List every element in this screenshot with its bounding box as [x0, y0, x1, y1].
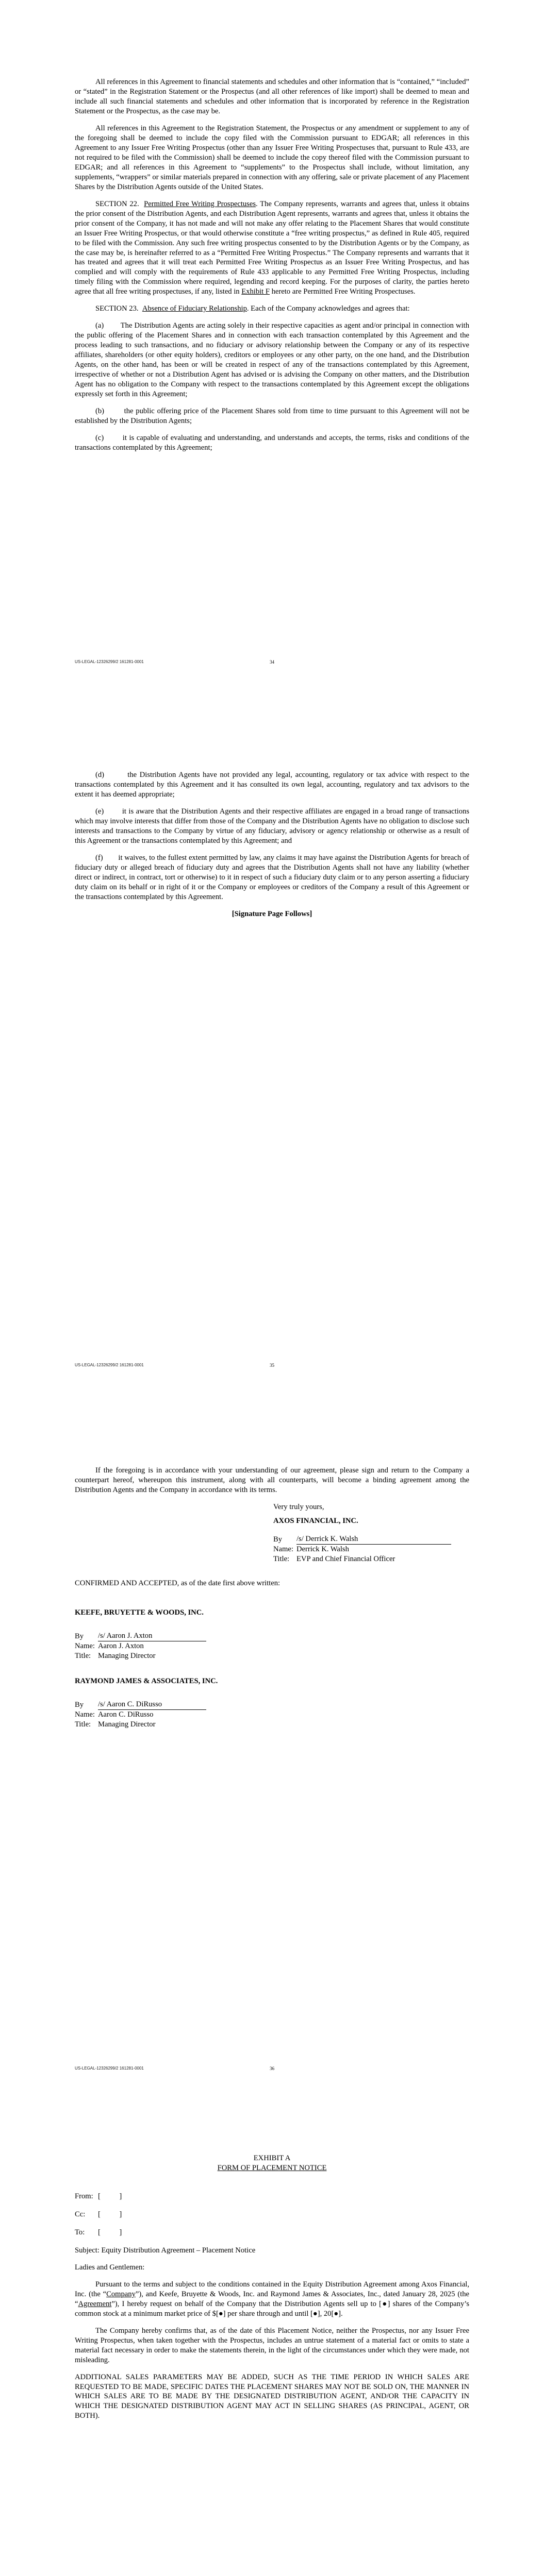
section-body: hereto are Permitted Free Writing Prospectuses.: [269, 287, 416, 296]
signature: /s/ Aaron C. DiRusso: [98, 1700, 206, 1710]
signer-name: Name: Aaron J. Axton: [75, 1641, 144, 1650]
agent-name: RAYMOND JAMES & ASSOCIATES, INC.: [75, 1676, 218, 1685]
confirmed-accepted: CONFIRMED AND ACCEPTED, as of the date first above written:: [75, 1579, 281, 1587]
item-label: (c): [95, 434, 104, 442]
defined-term: Agreement: [78, 2299, 112, 2308]
document-page-35: [0, 703, 544, 1406]
item-text: the Distribution Agents have not provided any legal, accounting, regulatory or tax advice with respect to the transactions contemplated by this Agreement and it has consulted its own legal, accounting, regulatory and tax advisors to the extent it has deemed appropriate;: [75, 771, 469, 799]
page-content: [75, 77, 469, 460]
to-field: To: [ ]: [75, 2228, 122, 2236]
page-footer: [75, 659, 469, 667]
paragraph-caps: ADDITIONAL SALES PARAMETERS MAY BE ADDED, SUCH AS THE TIME PERIOD IN WHICH SALES ARE REQUESTED TO BE MADE, SPECIFIC DATES THE PLACEMENT SHARES MAY NOT BE SOLD ON, THE MANNER IN WHICH SALES ARE TO BE MADE BY THE DESIGNATED DISTRIBUTION AGENT, AND/OR THE CAPACITY IN WHICH THE DESIGNATED DISTRIBUTION AGENT MAY ACT IN SELLING SHARES (AS PRINCIPAL, AGENT, OR BOTH).: [75, 2372, 469, 2420]
signature-line: [273, 1534, 469, 1545]
section-number: SECTION 22.: [95, 199, 139, 208]
signer-name: Name: Aaron C. DiRusso: [75, 1710, 154, 1719]
section-body: . Each of the Company acknowledges and agrees that:: [246, 304, 410, 313]
by-label: By: [75, 1700, 84, 1709]
signature: /s/ Aaron J. Axton: [98, 1631, 206, 1641]
page-content: [75, 770, 469, 919]
defined-term: Company: [106, 2290, 136, 2298]
signer-title: Title: EVP and Chief Financial Officer: [273, 1554, 395, 1563]
closing: Very truly yours,: [273, 1502, 324, 1511]
section-23: [75, 304, 469, 314]
salutation: Ladies and Gentlemen:: [75, 2263, 145, 2272]
list-item: [75, 406, 469, 426]
section-body: . The Company represents, warrants and agrees that, unless it obtains the prior consent of the Distribution Agents, and each Distribution Agent represents, warrants and agrees that, unless it obtains the prior consent of the Company, it has not made and will not make any offer relating to the Placement Shares that would constitute an Issuer Free Writing Prospectus, or that would otherwise constitute a “free writing prospectus,” as defined in Rule 405, required to be filed with the Commission. Any such free writing prospectus consented to by the Distribution Agents or by the Company, as the case may be, is hereinafter referred to as a “Permitted Free Writing Prospectus.” The Company represents and warrants that it has treated and agrees that it will treat each Permitted Free Writing Prospectus as an Issuer Free Writing Prospectus, and has complied and will comply with the requirements of Rule 433 applicable to any Permitted Free Writing Prospectus, including timely filing with the Commission where required, legending and record keeping. For the purposes of clarity, the parties hereto agree that all free writing prospectuses, if any, listed in: [75, 199, 470, 296]
item-text: it is aware that the Distribution Agents and their respective affiliates are engaged in a broad range of transactions which may involve interests that differ from those of the Company and the Distribution Agents have no obligation to disclose such interests and transactions to the Company by virtue of any fiduciary, advisory or agency relationship or otherwise as a result of this Agreement or the transactions contemplated by this Agreement; and: [75, 807, 469, 845]
list-item: [75, 853, 469, 902]
by-label: By: [273, 1535, 283, 1544]
item-label: (e): [95, 807, 104, 816]
cc-field: Cc: [ ]: [75, 2210, 122, 2218]
signature-line: [75, 1700, 469, 1710]
page-content: [75, 2154, 469, 2428]
document-page-34: [0, 0, 544, 703]
form-title: FORM OF PLACEMENT NOTICE: [217, 2163, 327, 2172]
signature-page-follows: [Signature Page Follows]: [232, 909, 312, 918]
section-22: [75, 199, 469, 297]
item-text: it is capable of evaluating and understanding, and understands and accepts, the terms, risks and conditions of the transactions contemplated by this Agreement;: [75, 434, 470, 452]
list-item: [75, 321, 469, 399]
paragraph: All references in this Agreement to the Registration Statement, the Prospectus or any amendment or supplement to any of the foregoing shall be deemed to include the copy filed with the Commission pursuant to EDGAR; all references in this Agreement to any Issuer Free Writing Prospectus (other than any Issuer Free Writing Prospectuses that, pursuant to Rule 433, are not required to be filed with the Commission) shall be deemed to include the copy thereof filed with the Commission pursuant to EDGAR; and all references in this Agreement to “supplements” to the Prospectus shall include, without limitation, any supplements, “wrappers” or similar materials prepared in connection with any offering, sale or private placement of any Placement Shares by the Distribution Agents outside of the United States.: [75, 124, 469, 191]
exhibit-reference: Exhibit F: [241, 287, 270, 296]
signer-title: Title: Managing Director: [75, 1720, 156, 1728]
paragraph: The Company hereby confirms that, as of the date of this Placement Notice, neither the Prospectus, nor any Issuer Free Writing Prospectus, when taken together with the Prospectus, includes an untrue statement of a material fact or omits to state a material fact necessary in order to make the statements therein, in the light of the circumstances under which they were made, not misleading.: [75, 2326, 469, 2364]
page-number: 35: [270, 1363, 274, 1368]
paragraph: Pursuant to the terms and subject to the conditions contained in the Equity Distribution Agreement among Axos Financial, Inc. (the “Company”), and Keefe, Bruyette & Woods, Inc. and Raymond James & Associates, Inc., dated January 28, 2025 (the “Agreement”), I hereby request on behalf of the Company that the Distribution Agents sell up to [●] shares of the Company’s common stock at a minimum market price of $[●] per share through and until [●], 20[●].: [75, 2280, 470, 2318]
item-label: (b): [95, 407, 105, 416]
signature: /s/ Derrick K. Walsh: [296, 1534, 451, 1545]
section-title: Absence of Fiduciary Relationship: [142, 304, 247, 313]
closing-paragraph: If the foregoing is in accordance with your understanding of our agreement, please sign and return to the Company a counterpart hereof, whereupon this instrument, along with all counterparts, will become a binding agreement among the Distribution Agents and the Company in accordance with its terms.: [75, 1466, 469, 1494]
item-text: it waives, to the fullest extent permitted by law, any claims it may have against the Distribution Agents for breach of fiduciary duty or alleged breach of fiduciary duty and agrees that the Distribution Agents shall not have any liability (whether direct or indirect, in contract, tort or otherwise) to it in respect of such a fiduciary duty claim or to any person asserting a fiduciary duty claim on its behalf or in right of it or the Company or employees or creditors of the Company a result of this Agreement or the transactions contemplated by this Agreement.: [75, 853, 470, 901]
signer-title: Title: Managing Director: [75, 1651, 156, 1660]
document-page-36: [0, 1406, 544, 2110]
exhibit-heading: EXHIBIT A: [253, 2154, 291, 2162]
paragraph: All references in this Agreement to financial statements and schedules and other information that is “contained,” “included” or “stated” in the Registration Statement or the Prospectus (and all other references of like import) shall be deemed to mean and include all such financial statements and schedules and other information that is incorporated by reference in the Registration Statement or the Prospectus, as the case may be.: [75, 78, 469, 115]
item-label: (d): [95, 771, 105, 779]
by-label: By: [75, 1632, 84, 1640]
document-id: US-LEGAL-12326299/2 161281-0001: [75, 659, 144, 664]
item-label: (f): [95, 853, 103, 862]
item-text: the public offering price of the Placement Shares sold from time to time pursuant to this Agreement will not be established by the Distribution Agents;: [75, 407, 469, 426]
agent-name: KEEFE, BRUYETTE & WOODS, INC.: [75, 1608, 204, 1617]
page-number: 34: [270, 659, 274, 665]
from-field: From: [ ]: [75, 2192, 122, 2200]
item-label: (a): [95, 321, 104, 330]
document-id: US-LEGAL-12326299/2 161281-0001: [75, 1363, 144, 1367]
company-name: AXOS FINANCIAL, INC.: [273, 1516, 358, 1525]
signer-name: Name: Derrick K. Walsh: [273, 1545, 349, 1553]
section-title: Permitted Free Writing Prospectuses: [144, 199, 256, 208]
company-signature-block: [273, 1502, 469, 1564]
page-number: 36: [270, 2066, 274, 2071]
page-footer: [75, 2066, 469, 2073]
page-content: [75, 1466, 469, 1729]
signature-line: [75, 1631, 469, 1641]
document-page-a1: [0, 2110, 544, 2576]
page-footer: [75, 1363, 469, 1370]
subject-line: Subject: Equity Distribution Agreement – Placement Notice: [75, 2246, 256, 2255]
section-number: SECTION 23.: [95, 304, 139, 313]
list-item: [75, 807, 469, 846]
list-item: [75, 770, 469, 800]
item-text: The Distribution Agents are acting solely in their respective capacities as agent and/or principal in connection with the public offering of the Placement Shares and in connection with each transaction contemplated by this Agreement and the process leading to such transactions, and no fiduciary or advisory relationship between the Company or any of its respective affiliates, shareholders (or other equity holders), creditors or employees or any other party, on the one hand, and the Distribution Agents, on the other hand, has been or will be created in respect of any of the transactions contemplated by this Agreement, irrespective of whether or not a Distribution Agent has advised or is advising the Company on other matters, and the Distribution Agent has no obligation to the Company with respect to the transactions contemplated by this Agreement except the obligations expressly set forth in this Agreement;: [75, 321, 469, 399]
document-id: US-LEGAL-12326299/2 161281-0001: [75, 2066, 144, 2071]
list-item: [75, 433, 469, 453]
